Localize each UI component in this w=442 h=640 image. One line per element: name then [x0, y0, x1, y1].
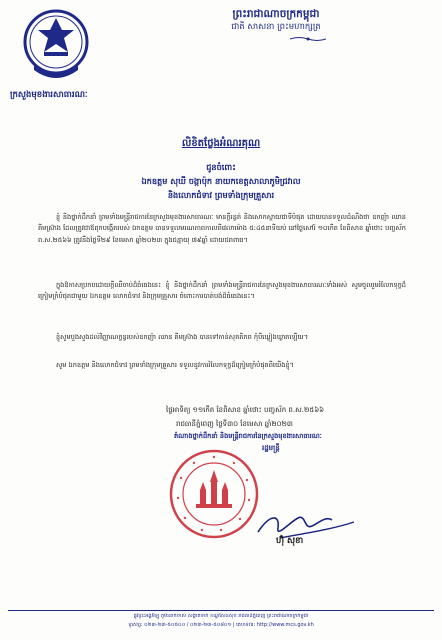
paragraph-2: [38, 280, 406, 303]
recipient-line-2: និងលោកជំទាវ ព្រមទាំងក្រុមគ្រួសារ: [167, 190, 275, 200]
signer-name: ហ៊ុំ សុខា: [276, 536, 304, 546]
footer-address: ផ្លូវព្រះអង្គអ៊ីឡូ ភូមិរនាកចាស់ សង្កាត់ចាក់ ខណ្ឌសែនសុខ រាជធានីភ្នំពេញ ព្រះរាជាណាចក្រកម្ពុជា: [133, 613, 309, 619]
signatory-position: រដ្ឋមន្ត្រី: [262, 444, 280, 452]
footer-divider: [8, 610, 434, 611]
ornament-divider-icon: [290, 36, 326, 42]
paragraph-3-text: ខ្ញុំសូមបួងសួងដល់វិញ្ញាណក្ខន្ធរបស់ឧកញ៉ា ឈាន គីមស្រ៊ាង បានទៅកាន់សុគតិភព កុំបីឃ្លៀងឃ្លាតឡើយ។: [56, 333, 309, 341]
paragraph-3: [38, 332, 406, 343]
national-motto: ជាតិ សាសនា ព្រះមហាក្សត្រ: [231, 22, 321, 32]
letter-title: លិខិតថ្លែងអំណរគុណ: [181, 138, 261, 149]
lunar-date: ថ្ងៃអាទិត្យ ១១កើត ខែពិសាខ ឆ្នាំថោះ បញ្ចស័ក ព.ស.២៥៦៦: [166, 406, 325, 414]
paragraph-2-text: ក្នុងឱកាសប្រកបដោយក្ដីឈឺចាប់ដ៏ធំធេងនេះ ខ្ញុំ និងថ្នាក់ដឹកនាំ ព្រមទាំងមន្ត្រីរាជការនៃក្រសួងមុខងារសាធារណៈទាំងអស់ សូមចូលរួមរំលែកទុក្ខដ៏ក្រៀមក្រំបំផុតជាមួយ ឯកឧត្តម លោកជំទាវ និងក្រុមគ្រួសារ ចំពោះការបាត់បង់ដ៏ធំធេងនេះ។: [38, 281, 406, 301]
footer-contact: ទូរស័ព្ទ: ០២៣-២៣-៥០៥០០ / ០២៣-២៣-៥០៨០១ | គេហទំព័រ: http://www.mcs.gov.kh: [128, 622, 314, 628]
solar-date: រាជធានីភ្នំពេញ ថ្ងៃទី៣០ ខែមេសា ឆ្នាំ២០២៣: [176, 420, 293, 428]
handwritten-signature: [250, 508, 360, 544]
recipient-line-1: ឯកឧត្តម សុឃី ចង្កាប៉ុក នាយកខេត្តសាលាភូមិជ្រវាល: [141, 176, 301, 186]
paragraph-4: [38, 360, 406, 371]
recipient-prefix: ជូនចំពោះ: [206, 162, 236, 172]
official-seal-stamp: [168, 448, 260, 540]
paragraph-1-text: ខ្ញុំ និងថ្នាក់ដឹកនាំ ព្រមទាំងមន្ត្រីរាជការនៃក្រសួងមុខងារសាធារណៈ មានក្ដីរន្ធត់ និងសោកស្ដាយជាទីបំផុត ដោយបានទទួលដំណឹងថា ឧកញ៉ា ឈាន គីមស្រ៊ាង ដែលត្រូវជាឪពុកបង្កើតរបស់ ឯកឧត្តម បានទទួលមរណភាពកាលពីវេលាម៉ោង ៥:៤៥នាទីយប់ នៅថ្ងៃសៅរ៍ ១០កើត ខែពិសាខ ឆ្នាំថោះ បញ្ចស័ក ព.ស.២៥៦៦ ត្រូវនឹងថ្ងៃទី២៩ ខែមេសា ឆ្នាំ២០២៣ ក្នុងជន្មាយុ ៧៩ឆ្នាំ ដោយជរាពាធ។: [38, 213, 406, 244]
paragraph-1: [38, 212, 406, 246]
signatory-title: តំណាងថ្នាក់ដឹកនាំ និងមន្ត្រីរាជការនៃក្រសួងមុខងារសាធារណៈ: [174, 432, 322, 440]
ministry-emblem-logo: [20, 6, 92, 88]
paragraph-4-text: សូម ឯកឧត្តម និងលោកជំទាវ ព្រមទាំងក្រុមគ្រួសារ ទទួលនូវការរំលែកទុក្ខដ៏ក្រៀមក្រំបំផុតពីយើងខ្ញុំ។: [56, 361, 294, 369]
ministry-name: ក្រសួងមុខងារសាធារណៈ: [10, 90, 88, 100]
kingdom-heading: ព្រះរាជាណាចក្រកម្ពុជា: [232, 8, 320, 20]
